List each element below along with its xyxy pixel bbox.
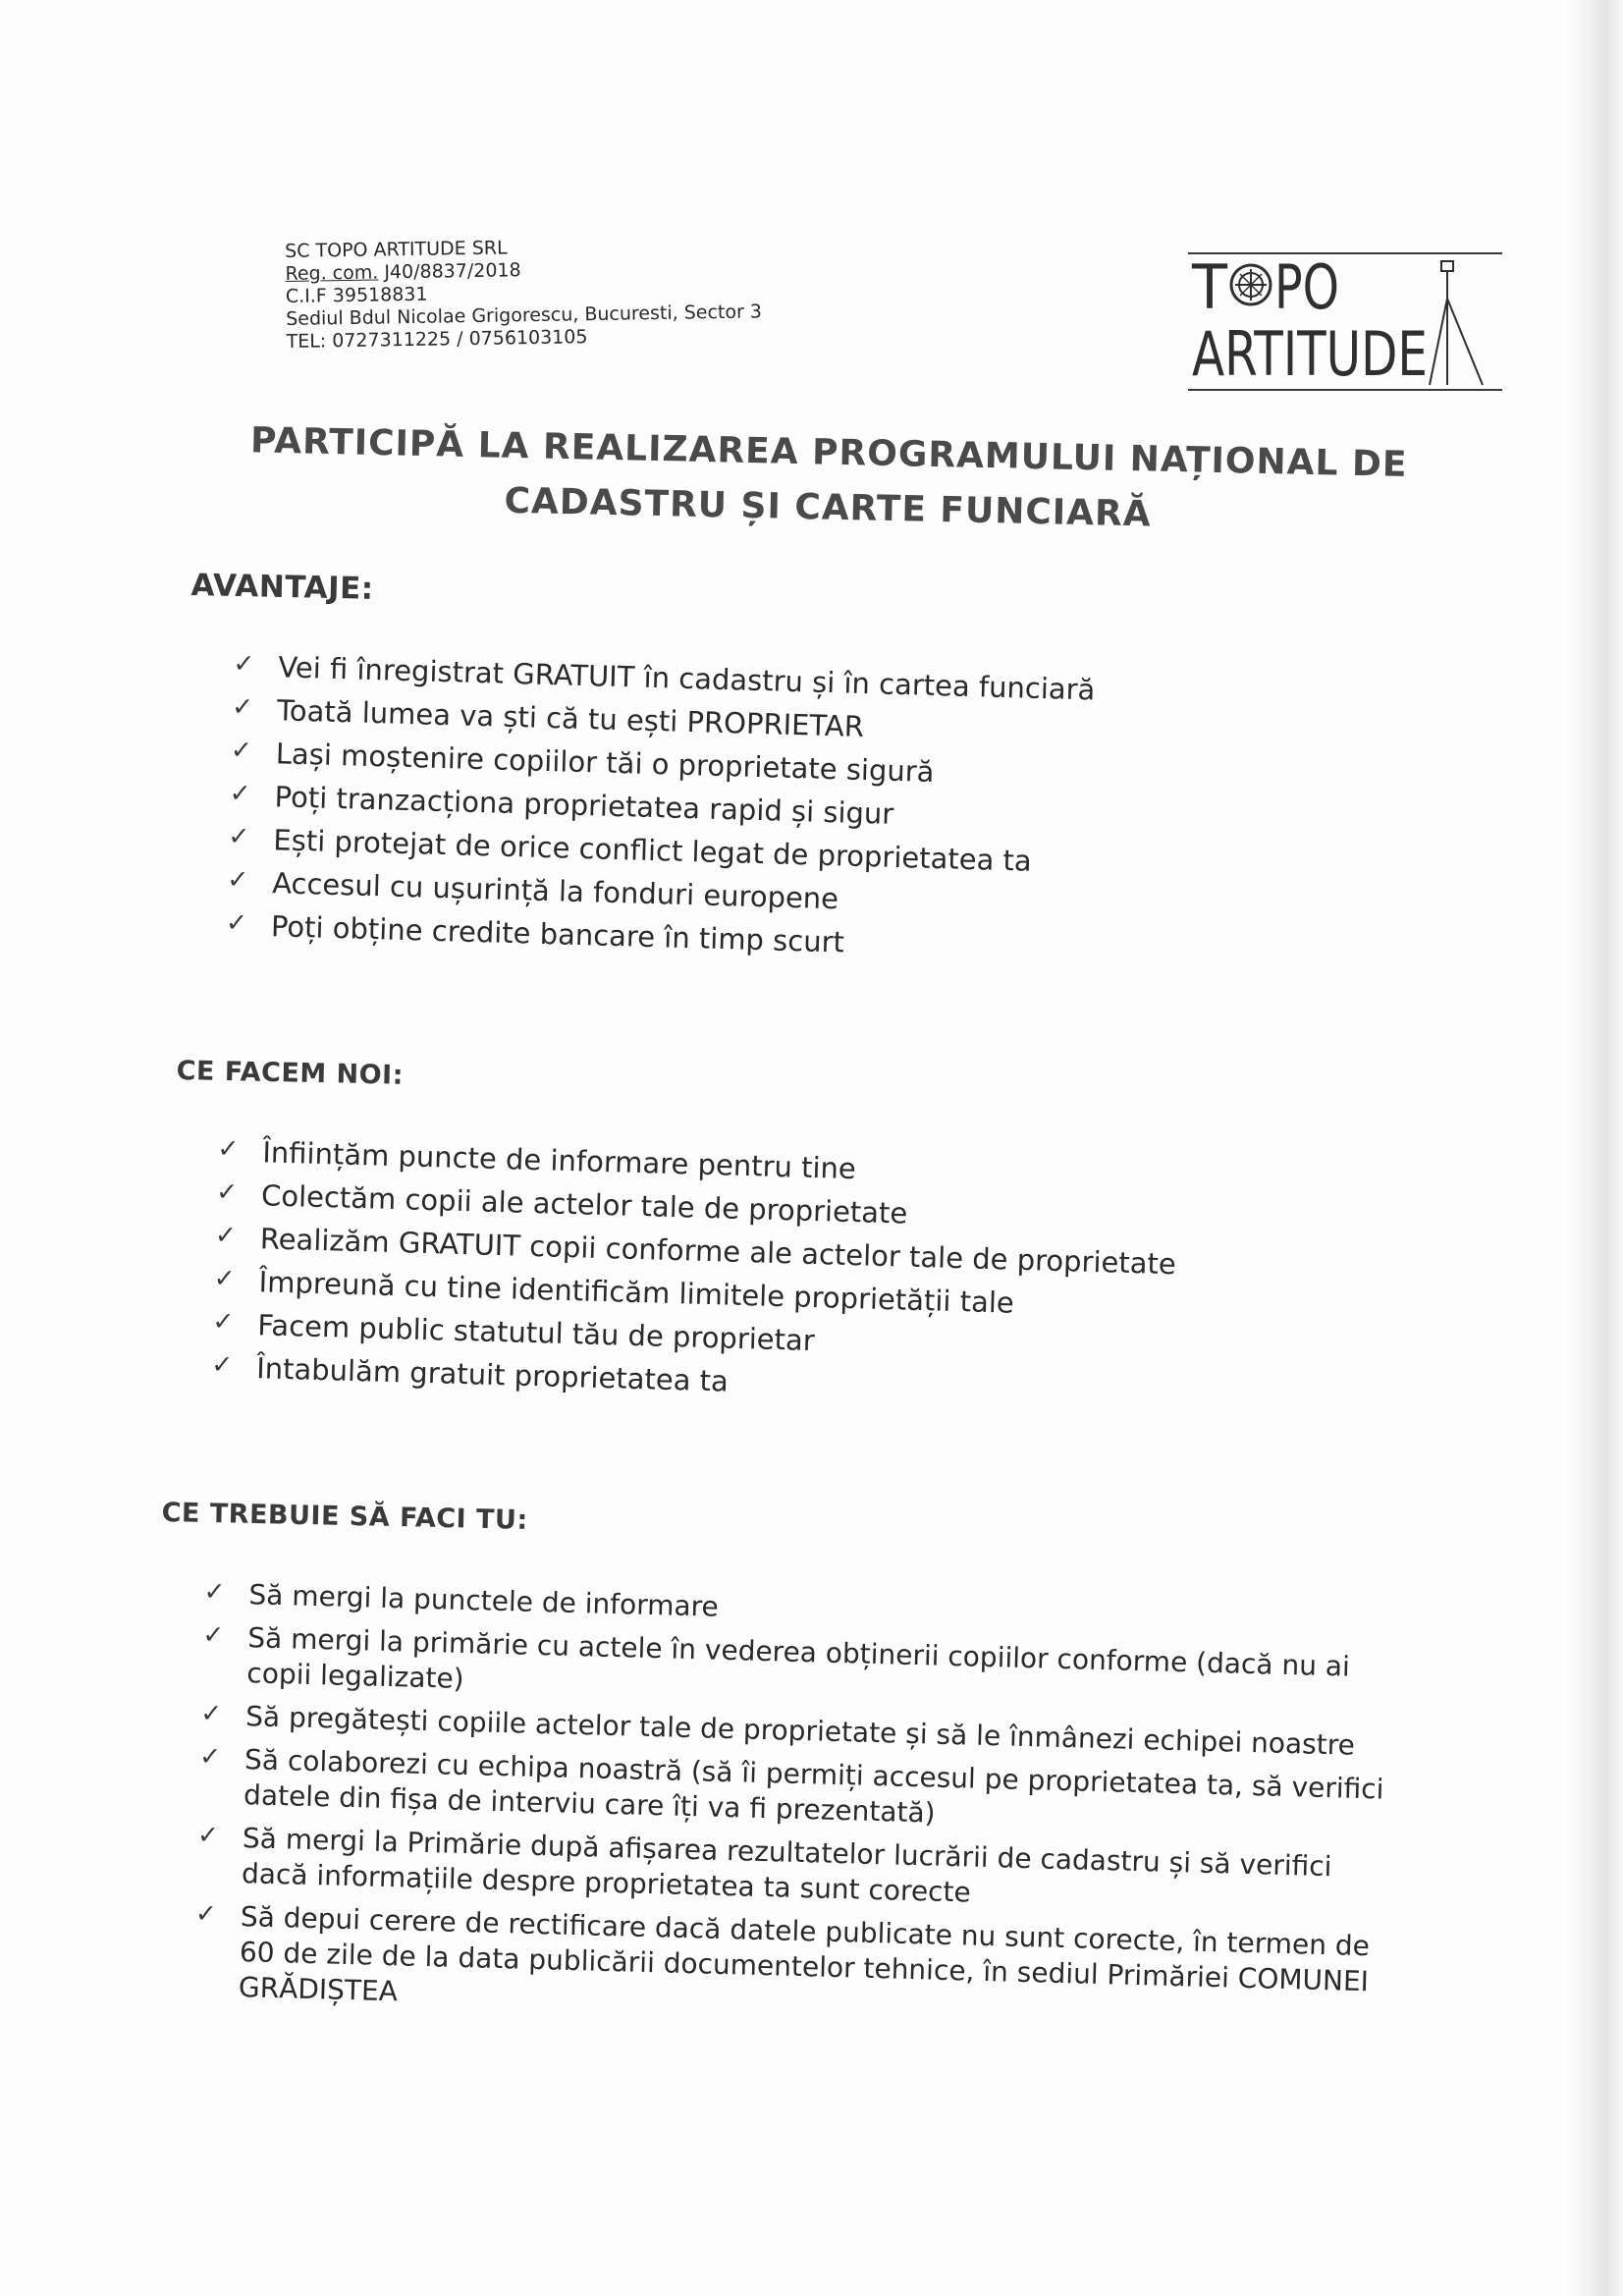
checkmark-icon: ✓ — [210, 1349, 234, 1381]
checkmark-icon: ✓ — [229, 778, 251, 809]
document-title — [189, 412, 1468, 549]
section-heading-ce-facem-noi: CE FACEM NOI: — [176, 1056, 405, 1091]
checkmark-icon: ✓ — [230, 735, 253, 766]
checkmark-icon: ✓ — [231, 691, 254, 723]
checkmark-icon: ✓ — [196, 1820, 220, 1851]
list-item-text: Întabulăm gratuit proprietatea ta — [255, 1351, 730, 1398]
list-item-text: Să colaborezi cu echipa noastră (să îi permiți accesul pe proprietatea ta, să verifici datele din fișa de interviu care îți va fi prezentată) — [243, 1743, 1384, 1830]
checkmark-icon: ✓ — [217, 1133, 240, 1165]
scan-edge-shadow — [1564, 0, 1623, 2296]
checkmark-icon: ✓ — [213, 1263, 236, 1294]
list-avantaje — [225, 644, 1215, 974]
logo-letters-po: PO — [1274, 251, 1339, 323]
list-item-text: Facem public statutul tău de proprietar — [256, 1308, 816, 1358]
list-item-text: Poți obține credite bancare în timp scurt — [270, 909, 845, 959]
title-line-2: CADASTRU ȘI CARTE FUNCIARĂ — [504, 480, 1153, 535]
company-phone: TEL: 0727311225 / 0756103105 — [286, 326, 588, 353]
section-heading-ce-trebuie-sa-faci-tu: CE TREBUIE SĂ FACI TU: — [161, 1498, 529, 1536]
list-item-text: Poți tranzacționa proprietatea rapid și sigur — [274, 780, 894, 831]
list-item-text: Să mergi la Primărie după afișarea rezultatelor lucrării de cadastru și să verifici dacă informațiile despre proprietatea ta sunt corecte — [241, 1822, 1332, 1909]
company-header — [285, 233, 762, 354]
list-item-text: Înființăm puncte de informare pentru tine — [261, 1135, 857, 1186]
checkmark-icon: ✓ — [225, 907, 248, 939]
company-address: Sediul Bdul Nicolae Grigorescu, Bucuresti, Sector 3 — [286, 301, 763, 330]
list-item-text: Să depui cerere de rectificare dacă datele publicate nu sunt corecte, în termen de 60 de zile de la data publicării documentelor tehnice, în sediul Primăriei COMUNEI GRĂDIȘTEA — [238, 1900, 1371, 2008]
registration-label: Reg. com. — [285, 261, 379, 285]
list-item-text: Împreună cu tine identificăm limitele proprietății tale — [258, 1265, 1015, 1320]
list-item-text: Să mergi la primărie cu actele în vederea obținerii copiilor conforme (dacă nu ai copii legalizate) — [246, 1621, 1351, 1695]
checkmark-icon: ✓ — [215, 1176, 239, 1208]
title-line-1: PARTICIPĂ LA REALIZAREA PROGRAMULUI NAȚIONAL DE — [249, 420, 1408, 485]
list-item-text: Ești protejat de orice conflict legat de proprietatea ta — [272, 823, 1033, 878]
checkmark-icon: ✓ — [194, 1898, 218, 1930]
company-logo — [1188, 247, 1502, 395]
list-item — [193, 1898, 1403, 2036]
logo-letter-t: T — [1191, 251, 1229, 323]
fiscal-code: C.I.F 39518831 — [285, 283, 428, 307]
list-ce-facem-noi — [211, 1129, 1259, 1417]
list-item-text: Lași moștenire copiilor tăi o proprietate sigură — [275, 737, 935, 789]
checkmark-icon: ✓ — [214, 1220, 238, 1251]
company-name: SC TOPO ARTITUDE SRL — [285, 237, 508, 262]
tripod-icon — [1430, 261, 1483, 385]
compass-icon — [1231, 265, 1271, 304]
checkmark-icon: ✓ — [226, 864, 249, 896]
list-item-text: Accesul cu ușurință la fonduri europene — [271, 866, 839, 916]
checkmark-icon: ✓ — [199, 1698, 223, 1729]
registration-number: J40/8837/2018 — [378, 259, 521, 284]
checkmark-icon: ✓ — [228, 821, 250, 852]
checkmark-icon: ✓ — [202, 1619, 225, 1651]
logo-artitude: ARTITUDE — [1192, 318, 1428, 390]
list-item-text: Să mergi la punctele de informare — [248, 1578, 720, 1623]
checkmark-icon: ✓ — [212, 1306, 235, 1338]
list-item-text: Toată lumea va ști că tu ești PROPRIETAR — [276, 693, 865, 743]
list-item-text: Colectăm copii ale actelor tale de proprietate — [260, 1178, 908, 1230]
list-item-text: Vei fi înregistrat GRATUIT în cadastru și în cartea funciară — [277, 650, 1096, 707]
section-heading-avantaje: AVANTAJE: — [190, 568, 375, 607]
list-ce-trebuie-sa-faci-tu — [192, 1576, 1411, 2044]
checkmark-icon: ✓ — [203, 1576, 226, 1608]
checkmark-icon: ✓ — [233, 648, 255, 680]
checkmark-icon: ✓ — [198, 1741, 222, 1773]
list-item-text: Realizăm GRATUIT copii conforme ale actelor tale de proprietate — [259, 1222, 1177, 1282]
list-item-text: Să pregătești copiile actelor tale de proprietate și să le înmânezi echipei noastre — [244, 1700, 1356, 1762]
